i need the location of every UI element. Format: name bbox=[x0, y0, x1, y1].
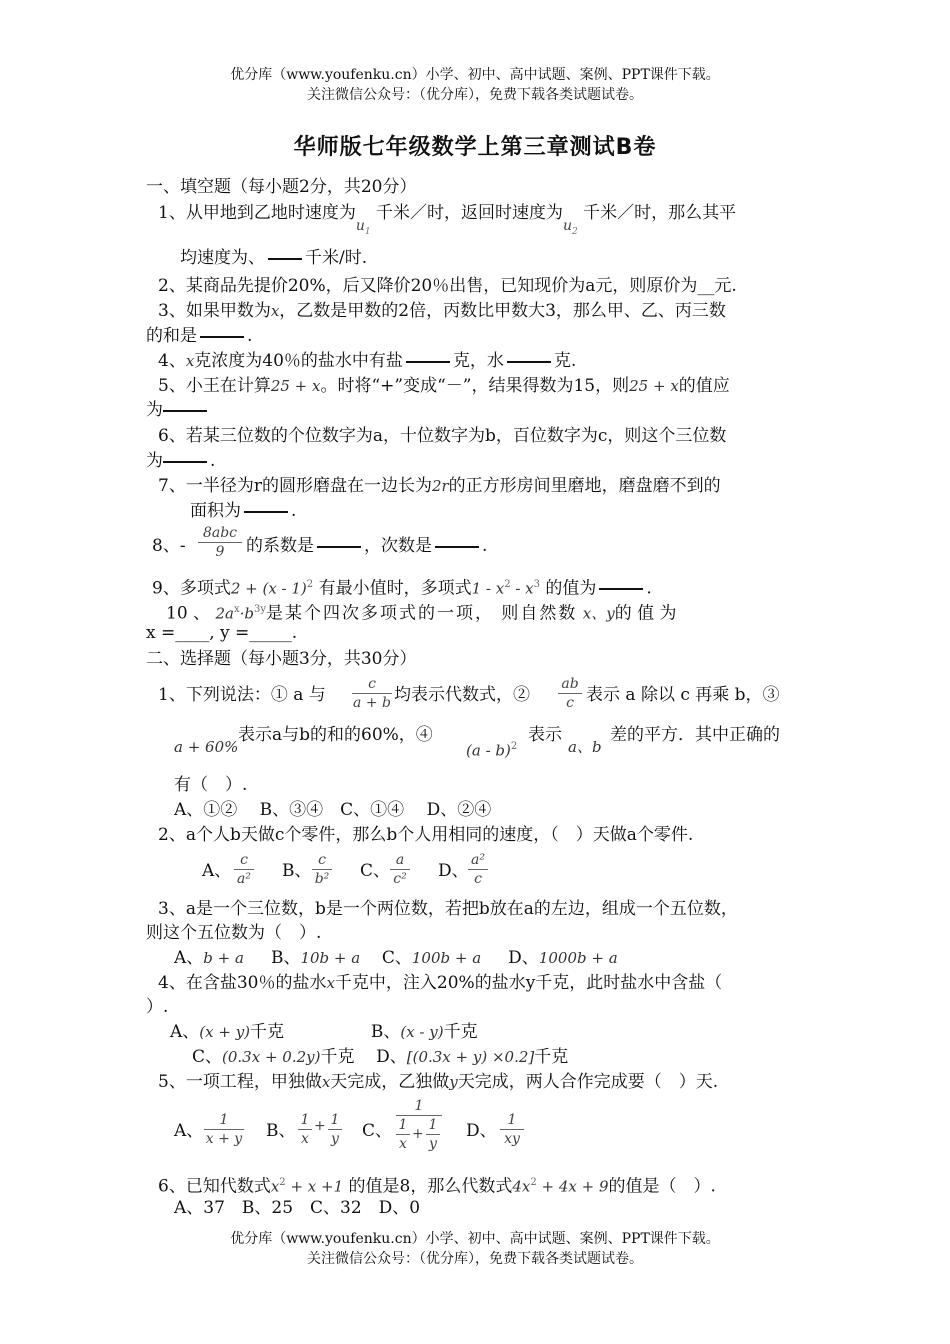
s2-q5-label-d: D、 bbox=[466, 1121, 497, 1141]
s2-q2-label-b: B、 bbox=[282, 861, 312, 881]
s2-q5-label-a: A、 bbox=[174, 1121, 204, 1141]
s2-q5-frac-b2: 1 y bbox=[328, 1112, 342, 1147]
s2-q2-label-d: D、 bbox=[438, 861, 469, 881]
s1-q5-line1: 5、小王在计算25 + x。时将“+”变成“－”，结果得数为15，则25 + x的值应 bbox=[158, 376, 730, 396]
s2-q3-line2: 则这个五位数为（ ）. bbox=[146, 923, 322, 943]
s2-q1-part-a: 1、下列说法：① a 与 bbox=[158, 685, 326, 705]
s1-q7-line1: 7、一半径为r的圆形磨盘在一边长为2r的正方形房间里磨地，磨盘磨不到的 bbox=[158, 476, 721, 496]
s1-q4: 4、x克浓度为40％的盐水中有盐 克，水 克. bbox=[158, 351, 577, 371]
s2-q5-frac-a: 1 x + y bbox=[205, 1112, 243, 1147]
s1-q5-line2: 为 bbox=[146, 399, 210, 421]
s2-q3-line1: 3、a是一个三位数，b是一个两位数，若把b放在a的左边，组成一个五位数， bbox=[158, 899, 738, 919]
s1-q8-lead: 8、- bbox=[152, 536, 186, 556]
section1-heading: 一、填空题（每小题2分，共20分） bbox=[146, 177, 417, 197]
s2-q2-frac-b: c b² bbox=[312, 852, 332, 887]
footer-line-1: 优分库（www.youfenku.cn）小学、初中、高中试题、案例、PPT课件下载。 bbox=[230, 1231, 720, 1247]
s2-q2-frac-d: a² c bbox=[468, 852, 488, 887]
footer-line-2: 关注微信公众号：（优分库），免费下载各类试题试卷。 bbox=[307, 1251, 643, 1267]
s2-q1-m2: (a - b)$^2$ bbox=[466, 741, 518, 760]
s2-q6: 6、已知代数式$x^2 + x +1$ 的值是8，那么代数式$4x^2 + 4x + 9$的值是（ ）. bbox=[158, 1176, 716, 1197]
s2-q5: 5、一项工程，甲独做x天完成，乙独做y天完成，两人合作完成要（ ）天. bbox=[158, 1072, 719, 1092]
s2-q5-frac-d: 1 xy bbox=[500, 1112, 524, 1147]
s2-q1-m3: a、b bbox=[568, 738, 602, 756]
s2-q1-part-e: 表示 bbox=[528, 725, 562, 745]
s2-q1-part-c: 表示 a 除以 c 再乘 b，③ bbox=[586, 685, 780, 705]
s2-q5-label-c: C、 bbox=[362, 1121, 393, 1141]
s1-q3-line2: 的和是 . bbox=[146, 326, 253, 346]
s1-q10-line1: 10 、 $2a^x\cdot b^{3y}$是某个四次多项式的一项， 则自然数 x、y的 值 为 bbox=[166, 603, 677, 624]
section2-heading: 二、选择题（每小题3分，共30分） bbox=[146, 649, 417, 669]
s1-q9: 9、多项式2 + (x - 1)$^2$ 有最小值时，多项式$1 - x^2 - x^3$ 的值为 . bbox=[152, 578, 652, 599]
s2-q1-part-b: 均表示代数式，② bbox=[394, 685, 530, 705]
header-line-2: 关注微信公众号：（优分库），免费下载各类试题试卷。 bbox=[307, 87, 643, 103]
s2-q5-frac-b1: 1 x bbox=[298, 1112, 312, 1147]
s2-q1-options: A、①② B、③④ C、①④ D、②④ bbox=[174, 800, 492, 820]
s2-q4-line1: 4、在含盐30％的盐水x千克中，注入20%的盐水y千克，此时盐水中含盐（ bbox=[158, 973, 723, 993]
s2-q4-line2: ）. bbox=[146, 997, 169, 1017]
s1-q6-line1: 6、若某三位数的个位数字为a，十位数字为b，百位数字为c，则这个三位数 bbox=[158, 426, 727, 446]
page-title: 华师版七年级数学上第三章测试B卷 bbox=[293, 135, 657, 160]
s1-q2: 2、某商品先提价20%，后又降价20％出售，已知现价为a元，则原价为__元. bbox=[158, 276, 737, 296]
s1-q1-line1: 1、从甲地到乙地时速度为$_{u_1}$ 千米／时，返回时速度为$_{u_2}$ 千米／时，那么其平 bbox=[158, 203, 737, 237]
s2-q1-part-g: 有（ ）. bbox=[174, 775, 248, 795]
s2-q1-m1: a + 60% bbox=[174, 738, 239, 756]
s2-q2-frac-a: c a² bbox=[234, 852, 254, 887]
s1-q1-line2: 均速度为、 千米/时. bbox=[180, 248, 368, 268]
s2-q2-label-c: C、 bbox=[360, 861, 391, 881]
s2-q4-options-cd: C、(0.3x + 0.2y)千克 D、[(0.3x + y) ×0.2]千克 bbox=[192, 1047, 569, 1067]
s2-q2: 2、a个人b天做c个零件，那么b个人用相同的速度，（ ）天做a个零件. bbox=[158, 825, 694, 845]
s2-q1-fraction-1: c a + b bbox=[353, 676, 391, 711]
s1-q6-line2: 为 . bbox=[146, 451, 216, 471]
header-line-1: 优分库（www.youfenku.cn）小学、初中、高中试题、案例、PPT课件下载。 bbox=[230, 67, 720, 83]
s1-q7-line2: 面积为 . bbox=[190, 501, 297, 521]
s2-q6-options: A、37 B、25 C、32 D、0 bbox=[174, 1198, 421, 1218]
s2-q5-b-plus: + bbox=[314, 1118, 326, 1134]
s2-q3-options: A、b + a B、10b + a C、100b + a D、1000b + a bbox=[174, 948, 618, 968]
s2-q5-label-b: B、 bbox=[266, 1121, 296, 1141]
s2-q5-frac-c: 1 1 x + 1 y bbox=[396, 1098, 442, 1153]
s2-q4-options-ab: A、(x + y)千克 B、(x - y)千克 bbox=[170, 1022, 478, 1042]
s2-q1-fraction-2: ab c bbox=[558, 676, 582, 711]
s1-q3-line1: 3、如果甲数为x，乙数是甲数的2倍，丙数比甲数大3，那么甲、乙、丙三数 bbox=[158, 301, 726, 321]
s1-q10-line2: x =____, y =_____. bbox=[146, 623, 298, 643]
s2-q1-part-f: 差的平方．其中正确的 bbox=[610, 725, 780, 745]
s1-q8-fraction: 8abc 9 bbox=[198, 525, 242, 560]
s2-q1-part-d: 表示a与b的和的60%，④ bbox=[238, 725, 433, 745]
s2-q2-label-a: A、 bbox=[202, 861, 232, 881]
s1-q8-rest: 的系数是 ，次数是 . bbox=[246, 536, 488, 556]
s2-q2-frac-c: a c² bbox=[390, 852, 410, 887]
